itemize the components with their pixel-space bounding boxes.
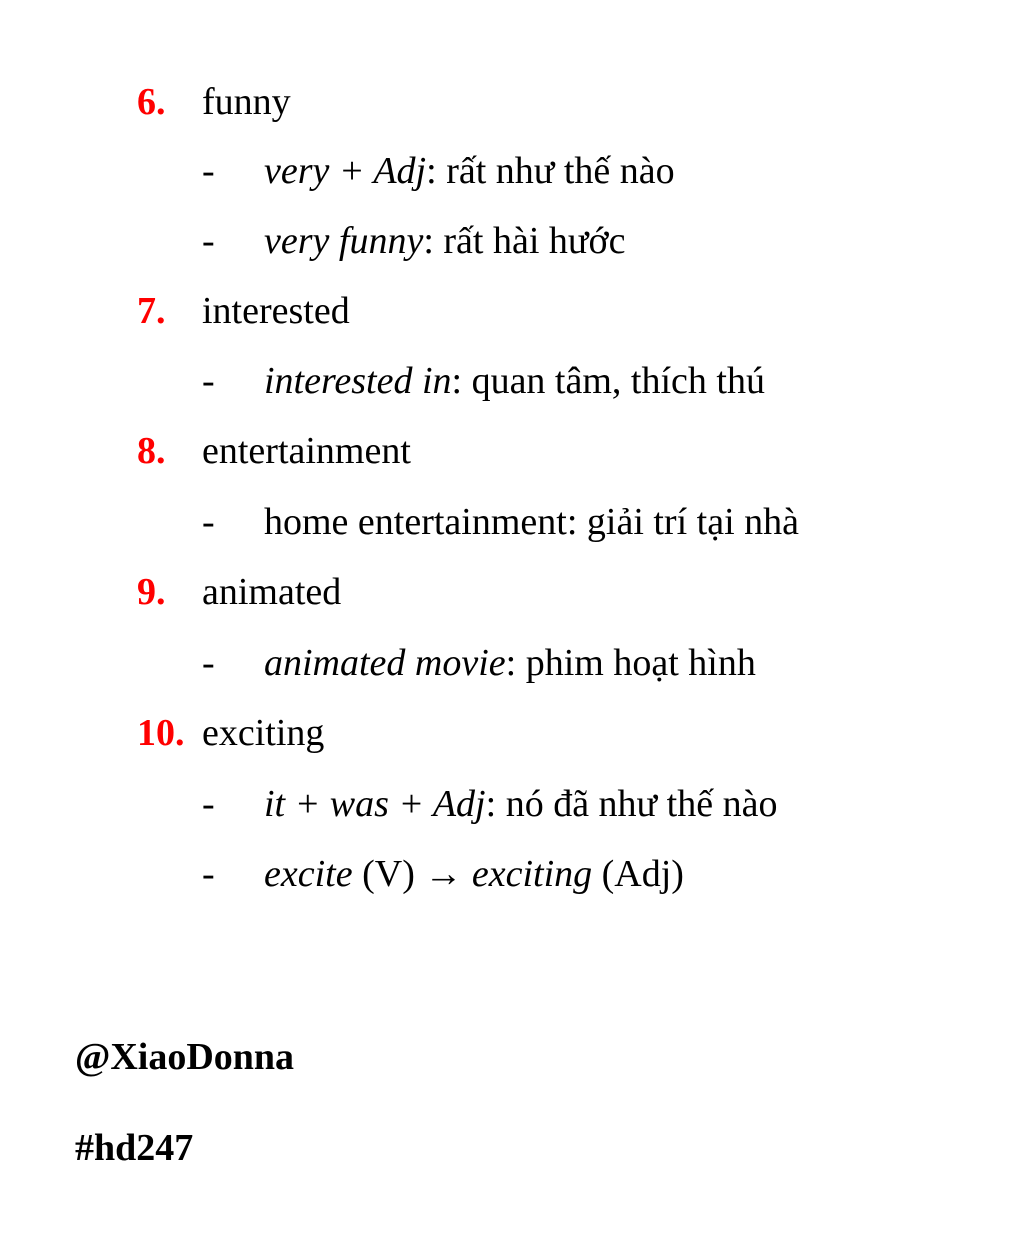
separator: : bbox=[505, 642, 526, 684]
meaning: nó đã như thế nào bbox=[505, 783, 778, 825]
dash-bullet: - bbox=[202, 360, 215, 402]
item-number: 9. bbox=[137, 571, 166, 613]
item-word: entertainment bbox=[202, 430, 411, 472]
item-number: 6. bbox=[137, 81, 166, 123]
verb-form: excite bbox=[264, 853, 353, 895]
adj-label: (Adj) bbox=[592, 853, 684, 895]
item-word: funny bbox=[202, 81, 291, 123]
adj-form: exciting bbox=[471, 853, 593, 895]
hashtag: #hd247 bbox=[75, 1127, 194, 1169]
sub-text: home entertainment: giải trí tại nhà bbox=[264, 501, 799, 543]
separator: : bbox=[423, 220, 444, 262]
dash-bullet: - bbox=[202, 501, 215, 543]
phrase: animated movie bbox=[264, 642, 506, 684]
separator: : bbox=[426, 150, 447, 192]
dash-bullet: - bbox=[202, 220, 215, 262]
dash-bullet: - bbox=[202, 783, 215, 825]
phrase: it + was + Adj bbox=[264, 783, 486, 825]
item-word: animated bbox=[202, 571, 342, 613]
verb-label: (V) → bbox=[352, 853, 472, 895]
item-number: 7. bbox=[137, 290, 166, 332]
dash-bullet: - bbox=[202, 150, 215, 192]
meaning: phim hoạt hình bbox=[525, 642, 756, 684]
phrase: very funny bbox=[264, 220, 424, 262]
phrase: very + Adj bbox=[264, 150, 427, 192]
separator: : bbox=[485, 783, 506, 825]
dash-bullet: - bbox=[202, 642, 215, 684]
meaning: rất hài hước bbox=[443, 220, 626, 262]
item-number: 8. bbox=[137, 430, 166, 472]
separator: : bbox=[451, 360, 472, 402]
phrase: interested in bbox=[264, 360, 452, 402]
meaning: quan tâm, thích thú bbox=[471, 360, 765, 402]
dash-bullet: - bbox=[202, 853, 215, 895]
item-number: 10. bbox=[137, 712, 185, 754]
item-word: interested bbox=[202, 290, 350, 332]
author-handle: @XiaoDonna bbox=[75, 1036, 295, 1078]
item-word: exciting bbox=[202, 712, 325, 754]
meaning: rất như thế nào bbox=[446, 150, 675, 192]
